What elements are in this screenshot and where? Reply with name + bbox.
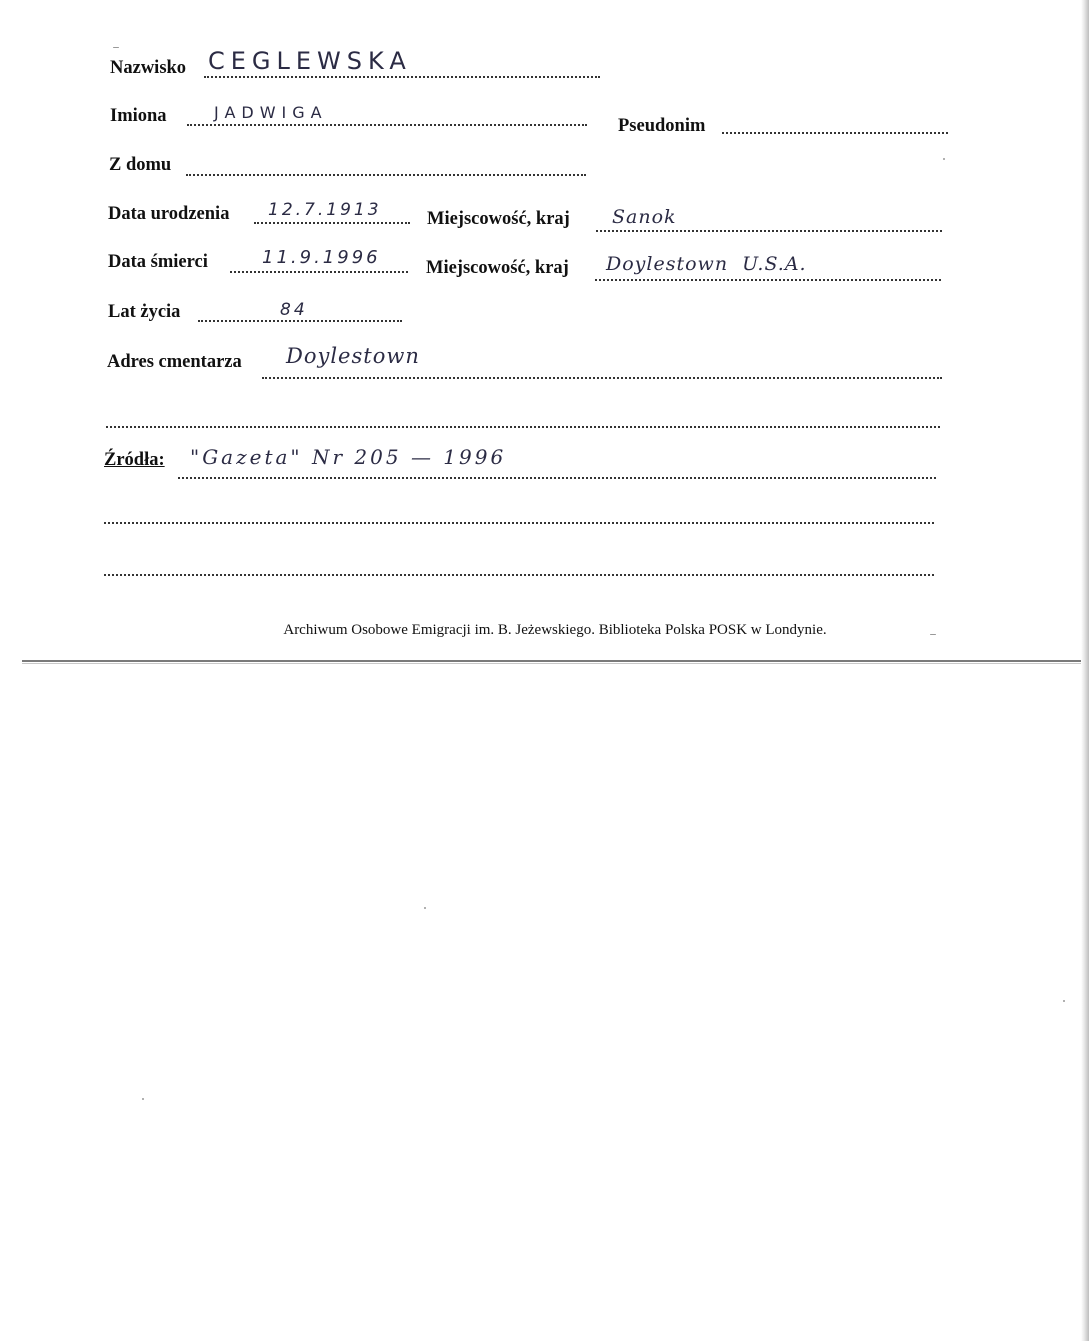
- death-place-value: Doylestown U.S.A.: [606, 253, 807, 275]
- pseudonym-line: [722, 132, 948, 134]
- surname-line: [204, 76, 600, 78]
- scan-speck: [424, 907, 426, 909]
- scan-speck: [113, 47, 119, 48]
- birth-place-line: [596, 230, 942, 232]
- death-place-label: Miejscowość, kraj: [426, 258, 569, 278]
- page-edge: [1081, 0, 1089, 1341]
- scan-speck: [943, 158, 945, 160]
- given-names-label: Imiona: [110, 106, 167, 126]
- sources-label: Źródła:: [104, 450, 165, 470]
- pseudonym-label: Pseudonim: [618, 116, 706, 136]
- birth-date-label: Data urodzenia: [108, 204, 230, 224]
- fold-line: [22, 660, 1089, 662]
- surname-label: Nazwisko: [110, 58, 187, 78]
- cemetery-label: Adres cmentarza: [107, 352, 242, 372]
- birth-date-value: 12.7.1913: [268, 200, 382, 220]
- maiden-name-label: Z domu: [109, 155, 172, 175]
- scan-speck: [142, 1098, 144, 1100]
- sources-continuation-line-2: [104, 574, 934, 576]
- death-date-line: [230, 271, 408, 273]
- scan-speck: [1063, 1000, 1065, 1002]
- scan-speck: [930, 634, 936, 635]
- death-date-label: Data śmierci: [108, 252, 208, 272]
- sources-line: [178, 477, 936, 479]
- cemetery-continuation-line: [106, 426, 940, 428]
- death-date-value: 11.9.1996: [262, 247, 381, 268]
- age-label: Lat życia: [108, 302, 181, 322]
- surname-value: CEGLEWSKA: [208, 47, 412, 75]
- cemetery-line: [262, 377, 942, 379]
- given-names-value: JADWIGA: [214, 103, 328, 122]
- age-value: 84: [280, 300, 308, 320]
- death-place-line: [595, 279, 941, 281]
- maiden-name-line: [186, 174, 586, 176]
- birth-place-value: Sanok: [612, 206, 677, 228]
- cemetery-value: Doylestown: [286, 344, 420, 368]
- sources-continuation-line-1: [104, 522, 934, 524]
- fold-line-shadow: [22, 663, 1089, 664]
- birth-place-label: Miejscowość, kraj: [427, 209, 570, 229]
- sources-value: "Gazeta" Nr 205 — 1996: [190, 445, 507, 469]
- archive-footer: Archiwum Osobowe Emigracji im. B. Jeżewskiego. Biblioteka Polska POSK w Londynie.: [283, 622, 827, 638]
